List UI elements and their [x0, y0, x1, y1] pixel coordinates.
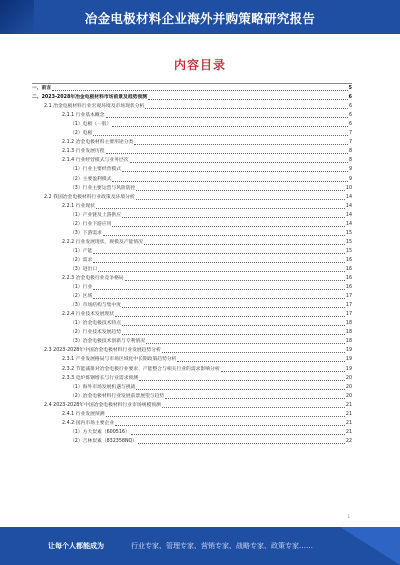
toc-dot-leader: [52, 90, 347, 91]
table-of-contents: [32, 84, 352, 446]
toc-entry-text: 2.1.2 冶金电极材料主要用途分类: [62, 140, 134, 146]
toc-entry[interactable]: [32, 419, 352, 428]
toc-entry-page: 7: [348, 140, 352, 146]
toc-dot-leader: [136, 190, 344, 191]
toc-dot-leader: [162, 407, 345, 408]
toc-entry-text: （2）区域: [70, 294, 93, 300]
toc-entry-text: （1）海外市场发展机遇与挑战: [70, 384, 136, 390]
toc-entry-text: 2.2 我国冶金电极材料行业政策及环境分析: [44, 194, 135, 200]
toc-entry-text: 2.1.3 行业发展历程: [62, 149, 105, 155]
toc-entry[interactable]: [32, 401, 352, 410]
toc-entry[interactable]: [32, 328, 352, 337]
toc-entry-text: （3）下游需求: [70, 230, 102, 236]
toc-dot-leader: [144, 244, 345, 245]
toc-entry-page: 8: [348, 158, 352, 164]
page-number: 1: [347, 514, 350, 519]
toc-entry-page: 6: [348, 113, 352, 119]
toc-entry-page: 21: [345, 420, 352, 426]
toc-dot-leader: [131, 434, 345, 435]
toc-entry[interactable]: [32, 202, 352, 211]
toc-entry-text: （2）需求: [70, 257, 93, 263]
toc-entry-text: （3）行业主要运营与风险防控: [70, 185, 136, 191]
toc-entry[interactable]: [32, 84, 352, 93]
toc-entry-text: （1）行业: [70, 285, 93, 291]
toc-entry-text: 2.4.2 国内市场主要企业: [62, 420, 115, 426]
toc-entry-text: （1）冶金电极技术特点: [70, 321, 122, 327]
toc-entry-page: 21: [345, 402, 352, 408]
toc-entry-page: 14: [345, 221, 352, 227]
toc-entry-page: 7: [348, 131, 352, 137]
toc-entry[interactable]: [32, 220, 352, 229]
toc-entry-page: 19: [345, 366, 352, 372]
toc-dot-leader: [130, 162, 348, 163]
toc-entry-page: 21: [345, 411, 352, 417]
toc-entry[interactable]: [32, 165, 352, 174]
toc-entry-text: 2.2.2 行业发展现状、规模及产能情况: [62, 239, 143, 245]
toc-dot-leader: [112, 181, 348, 182]
toc-dot-leader: [93, 298, 345, 299]
toc-dot-leader: [145, 108, 348, 109]
toc-entry[interactable]: [32, 138, 352, 147]
toc-entry-page: 15: [345, 230, 352, 236]
toc-entry-page: 17: [345, 294, 352, 300]
toc-dot-leader: [122, 334, 345, 335]
toc-entry-text: 2.1 冶金电极材料行业宏观环境及市场现状分析: [44, 104, 145, 110]
footer-subtitle: 行业专家、管理专家、营销专家、战略专家、政策专家……: [131, 542, 313, 550]
toc-entry-text: 2.4 2023-2028年中国冶金电极材料行业市场规模预测: [44, 402, 161, 408]
toc-entry[interactable]: [32, 120, 352, 129]
toc-entry-page: 10: [345, 185, 352, 191]
toc-entry[interactable]: [32, 156, 352, 165]
toc-entry[interactable]: [32, 355, 352, 364]
toc-dot-leader: [112, 226, 344, 227]
toc-dot-leader: [139, 380, 345, 381]
toc-entry[interactable]: [32, 410, 352, 419]
toc-dot-leader: [122, 171, 348, 172]
toc-dot-leader: [122, 325, 345, 326]
toc-entry-page: 20: [345, 393, 352, 399]
toc-dot-leader: [103, 235, 345, 236]
toc-entry-page: 9: [348, 167, 352, 173]
toc-dot-leader: [146, 343, 345, 344]
toc-entry-page: 9: [348, 176, 352, 182]
toc-entry[interactable]: [32, 437, 352, 446]
toc-entry-text: （3）冶金电极技术创新与专利情况: [70, 339, 146, 345]
toc-entry[interactable]: [32, 247, 352, 256]
toc-entry-page: 18: [345, 339, 352, 345]
toc-dot-leader: [115, 316, 345, 317]
toc-entry-text: 2.1.1 行业基本概念: [62, 113, 105, 119]
toc-entry-text: 2.3.3 电炉炼钢增长与行业需求预测: [62, 375, 139, 381]
toc-entry-text: （1）方大炭素（600516）: [70, 429, 130, 435]
toc-dot-leader: [106, 153, 348, 154]
toc-entry-text: （2）电极: [70, 131, 93, 137]
toc-dot-leader: [138, 443, 345, 444]
toc-entry-text: 2.2.3 冶金电极行业竞争格局: [62, 276, 124, 282]
toc-entry[interactable]: [32, 256, 352, 265]
toc-entry-page: 21: [345, 429, 352, 435]
toc-entry-page: 20: [345, 384, 352, 390]
toc-entry-text: 2.2.1 行业现状: [62, 203, 95, 209]
toc-dot-leader: [221, 371, 345, 372]
toc-entry-text: 2.3.2 节能减排对冶金电极行业要求、产能整合与相关行业的需求影响分析: [62, 366, 220, 372]
toc-dot-leader: [177, 361, 344, 362]
toc-dot-leader: [93, 253, 345, 254]
toc-dot-leader: [122, 307, 345, 308]
toc-dot-leader: [112, 126, 348, 127]
toc-entry[interactable]: [32, 346, 352, 355]
toc-entry-text: （1）产业链及上游供应: [70, 212, 122, 218]
toc-entry-page: 15: [345, 239, 352, 245]
toc-entry[interactable]: [32, 283, 352, 292]
toc-entry[interactable]: [32, 265, 352, 274]
toc-entry-page: 18: [345, 321, 352, 327]
toc-dot-leader: [93, 289, 345, 290]
toc-entry-text: （2）行业下游应用: [70, 221, 112, 227]
toc-dot-leader: [162, 352, 345, 353]
toc-entry[interactable]: [32, 301, 352, 310]
toc-entry-text: 2.3 2023-2028年中国冶金电极材料行业发展趋势分析: [44, 348, 161, 354]
toc-entry-page: 15: [345, 248, 352, 254]
toc-entry-text: （2）主要盈利模式: [70, 176, 112, 182]
toc-entry-page: 16: [345, 276, 352, 282]
toc-entry-text: （2）冶金电极材料行业发展前景展望与趋势: [70, 393, 165, 399]
toc-entry-text: （1）行业主要经营模式: [70, 167, 122, 173]
toc-entry-page: 17: [345, 303, 352, 309]
toc-entry-text: 一、前言: [32, 86, 52, 92]
toc-entry-text: 二、2023-2028年冶金电极材料市场前景及趋势预测: [32, 95, 148, 101]
toc-entry-page: 16: [345, 257, 352, 263]
toc-entry[interactable]: [32, 102, 352, 111]
toc-entry-text: （2）吉林炭素（832358NQ）: [70, 438, 138, 444]
toc-entry-text: （3）进出口: [70, 266, 98, 272]
toc-entry[interactable]: [32, 193, 352, 202]
toc-entry[interactable]: [32, 274, 352, 283]
toc-dot-leader: [93, 135, 348, 136]
toc-entry-page: 20: [345, 375, 352, 381]
toc-entry[interactable]: [32, 129, 352, 138]
toc-entry-text: 2.1.4 行业经营模式与业务层次: [62, 158, 129, 164]
toc-dot-leader: [125, 280, 345, 281]
footer-wedge-decoration: [340, 527, 400, 565]
toc-entry[interactable]: [32, 184, 352, 193]
toc-dot-leader: [165, 398, 345, 399]
toc-entry-page: 6: [348, 122, 352, 128]
toc-entry-text: （1）电极（一般）: [70, 122, 112, 128]
toc-entry[interactable]: [32, 111, 352, 120]
toc-entry[interactable]: [32, 374, 352, 383]
toc-dot-leader: [106, 416, 345, 417]
toc-entry-text: （1）产能: [70, 248, 93, 254]
toc-entry-page: 18: [345, 330, 352, 336]
toc-dot-leader: [93, 262, 345, 263]
toc-entry-page: 16: [345, 285, 352, 291]
toc-entry[interactable]: [32, 292, 352, 301]
footer-bar: [0, 527, 400, 565]
toc-entry-text: 2.3.1 产业发展格局与市场区域化中长期政策趋势分析: [62, 357, 177, 363]
toc-dot-leader: [96, 208, 345, 209]
toc-entry[interactable]: [32, 147, 352, 156]
toc-dot-leader: [136, 389, 344, 390]
toc-dot-leader: [106, 117, 348, 118]
toc-entry-page: 22: [345, 438, 352, 444]
toc-entry-page: 17: [345, 312, 352, 318]
footer-slogan: 让每个人都能成为: [48, 542, 104, 550]
toc-dot-leader: [98, 271, 345, 272]
toc-entry[interactable]: [32, 229, 352, 238]
report-header-bar: [0, 0, 400, 34]
toc-entry-page: 8: [348, 149, 352, 155]
toc-entry[interactable]: [32, 364, 352, 373]
toc-entry-page: 19: [345, 357, 352, 363]
toc-entry-page: 6: [348, 104, 352, 110]
toc-entry[interactable]: [32, 211, 352, 220]
toc-entry[interactable]: [32, 428, 352, 437]
toc-entry-page: 14: [345, 203, 352, 209]
toc-entry[interactable]: [32, 93, 352, 102]
toc-entry-text: 2.4.1 行业发展预测: [62, 411, 105, 417]
toc-entry-page: 14: [345, 212, 352, 218]
report-title: 冶金电极材料企业海外并购策略研究报告: [84, 11, 316, 26]
toc-dot-leader: [148, 99, 348, 100]
toc-entry-page: 6: [348, 95, 352, 101]
toc-dot-leader: [122, 217, 345, 218]
toc-entry-page: 16: [345, 266, 352, 272]
toc-entry[interactable]: [32, 319, 352, 328]
toc-title: 内容目录: [173, 58, 226, 72]
toc-dot-leader: [136, 199, 345, 200]
toc-entry-text: 2.2.4 行业技术发展现状: [62, 312, 115, 318]
toc-entry[interactable]: [32, 337, 352, 346]
toc-entry[interactable]: [32, 383, 352, 392]
toc-entry[interactable]: [32, 310, 352, 319]
toc-entry[interactable]: [32, 392, 352, 401]
toc-entry[interactable]: [32, 174, 352, 183]
toc-entry[interactable]: [32, 238, 352, 247]
toc-entry-page: 14: [345, 194, 352, 200]
toc-entry-page: 5: [348, 86, 352, 92]
toc-dot-leader: [134, 144, 348, 145]
toc-entry-text: （2）行业技术发展趋势: [70, 330, 122, 336]
toc-entry-text: （3）市场结构与集中度: [70, 303, 122, 309]
toc-entry-page: 19: [345, 348, 352, 354]
toc-dot-leader: [115, 425, 345, 426]
